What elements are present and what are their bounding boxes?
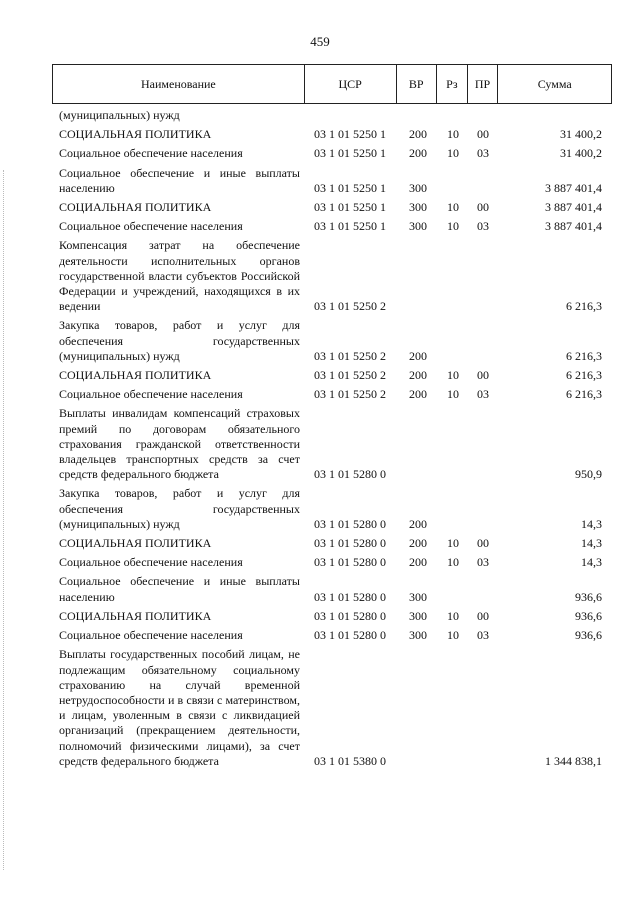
cell-name: (муниципальных) нужд: [59, 108, 180, 122]
cell-rz: 10: [447, 146, 459, 161]
cell-csr: 03 1 01 5380 0: [314, 753, 386, 768]
cell-name: Социальное обеспечение населения: [59, 387, 243, 402]
table-row: [52, 198, 612, 217]
cell-sum: 936,6: [575, 608, 602, 623]
cell-rz: 10: [447, 387, 459, 402]
cell-name: СОЦИАЛЬНАЯ ПОЛИТИКА: [59, 536, 212, 551]
table-row: [52, 626, 612, 645]
table-row: [52, 607, 612, 626]
cell-pr: 03: [477, 387, 489, 402]
cell-sum: 3 887 401,4: [545, 200, 602, 215]
cell-csr: 03 1 01 5280 0: [314, 516, 386, 531]
table-row: [52, 553, 612, 572]
cell-vr: 200: [409, 348, 427, 363]
cell-name: Закупка товаров, работ и услуг для обеспечения государственных (муниципальных) нужд: [59, 318, 300, 363]
table-row: [52, 572, 612, 606]
table-body: [52, 106, 612, 771]
table-row: [52, 106, 612, 125]
cell-csr: 03 1 01 5250 2: [314, 299, 386, 314]
cell-csr: 03 1 01 5280 0: [314, 628, 386, 643]
cell-vr: 200: [409, 368, 427, 383]
cell-csr: 03 1 01 5250 1: [314, 127, 386, 142]
cell-vr: 200: [409, 127, 427, 142]
margin-dotted-line: [3, 170, 6, 870]
cell-name: Закупка товаров, работ и услуг для обеспечения государственных (муниципальных) нужд: [59, 486, 300, 531]
cell-pr: 00: [477, 368, 489, 383]
cell-csr: 03 1 01 5280 0: [314, 589, 386, 604]
cell-pr: 03: [477, 555, 489, 570]
cell-csr: 03 1 01 5280 0: [314, 536, 386, 551]
header-name: Наименование: [53, 65, 305, 104]
cell-name: СОЦИАЛЬНАЯ ПОЛИТИКА: [59, 368, 212, 383]
table-row: [52, 366, 612, 385]
table-row: [52, 164, 612, 198]
cell-sum: 950,9: [575, 467, 602, 482]
header-vr: ВР: [396, 65, 437, 104]
cell-rz: 10: [447, 200, 459, 215]
cell-rz: 10: [447, 127, 459, 142]
cell-name: Социальное обеспечение населения: [59, 628, 243, 643]
cell-sum: 936,6: [575, 589, 602, 604]
cell-pr: 00: [477, 536, 489, 551]
page-number: 459: [310, 34, 330, 49]
table-row: [52, 217, 612, 236]
cell-vr: 300: [409, 589, 427, 604]
cell-vr: 300: [409, 200, 427, 215]
cell-sum: 14,3: [581, 536, 602, 551]
table-row: [52, 316, 612, 366]
cell-vr: 200: [409, 536, 427, 551]
cell-sum: 936,6: [575, 628, 602, 643]
cell-name: СОЦИАЛЬНАЯ ПОЛИТИКА: [59, 127, 212, 142]
cell-vr: 200: [409, 516, 427, 531]
cell-csr: 03 1 01 5250 1: [314, 200, 386, 215]
cell-pr: 03: [477, 146, 489, 161]
cell-csr: 03 1 01 5280 0: [314, 555, 386, 570]
cell-vr: 200: [409, 146, 427, 161]
cell-name: Социальное обеспечение населения: [59, 555, 243, 570]
cell-rz: 10: [447, 219, 459, 234]
header-rz: Рз: [437, 65, 468, 104]
cell-sum: 1 344 838,1: [545, 753, 602, 768]
table-header: [52, 64, 612, 104]
cell-csr: 03 1 01 5250 1: [314, 219, 386, 234]
table-row: [52, 385, 612, 404]
cell-rz: 10: [447, 608, 459, 623]
table-row: [52, 484, 612, 534]
header-sum: Сумма: [498, 65, 612, 104]
cell-rz: 10: [447, 536, 459, 551]
cell-sum: 31 400,2: [560, 146, 602, 161]
table-row: [52, 645, 612, 771]
cell-csr: 03 1 01 5250 2: [314, 368, 386, 383]
cell-pr: 03: [477, 628, 489, 643]
cell-pr: 00: [477, 200, 489, 215]
cell-name: Социальное обеспечение населения: [59, 146, 243, 161]
cell-vr: 300: [409, 219, 427, 234]
cell-csr: 03 1 01 5280 0: [314, 608, 386, 623]
cell-csr: 03 1 01 5250 1: [314, 180, 386, 195]
cell-pr: 03: [477, 219, 489, 234]
cell-rz: 10: [447, 368, 459, 383]
cell-sum: 3 887 401,4: [545, 180, 602, 195]
cell-sum: 6 216,3: [566, 299, 602, 314]
table-row: [52, 236, 612, 316]
cell-csr: 03 1 01 5280 0: [314, 467, 386, 482]
cell-sum: 6 216,3: [566, 387, 602, 402]
cell-vr: 200: [409, 555, 427, 570]
cell-name: Выплаты государственных пособий лицам, не подлежащим обязательному социальному страхованию на случай временной нетрудоспособности и в связи с материнством, и лицам, уволенным в связи с ликвидацией организаций (прекращением деятельности, полномочий физическими лицами), за счет средств федерального бюджета: [59, 647, 300, 768]
cell-sum: 6 216,3: [566, 368, 602, 383]
cell-name: Социальное обеспечение и иные выплаты населению: [59, 574, 300, 604]
header-pr: ПР: [467, 65, 498, 104]
cell-sum: 14,3: [581, 516, 602, 531]
table-row: [52, 534, 612, 553]
cell-vr: 300: [409, 180, 427, 195]
cell-sum: 14,3: [581, 555, 602, 570]
cell-sum: 6 216,3: [566, 348, 602, 363]
cell-name: Социальное обеспечение населения: [59, 219, 243, 234]
cell-pr: 00: [477, 608, 489, 623]
cell-name: Выплаты инвалидам компенсаций страховых премий по договорам обязательного страхования гражданской ответственности владельцев транспортных средств за счет средств федерального бюджета: [59, 406, 300, 482]
cell-rz: 10: [447, 555, 459, 570]
cell-sum: 31 400,2: [560, 127, 602, 142]
cell-vr: 300: [409, 628, 427, 643]
table-row: [52, 404, 612, 484]
cell-csr: 03 1 01 5250 1: [314, 146, 386, 161]
cell-pr: 00: [477, 127, 489, 142]
cell-name: Социальное обеспечение и иные выплаты населению: [59, 165, 300, 195]
cell-rz: 10: [447, 628, 459, 643]
cell-name: Компенсация затрат на обеспечение деятельности исполнительных органов государственной власти субъектов Российской Федерации и учреждений, находящихся в их ведении: [59, 238, 300, 314]
cell-vr: 300: [409, 608, 427, 623]
table-row: [52, 144, 612, 163]
table-row: [52, 125, 612, 144]
cell-vr: 200: [409, 387, 427, 402]
cell-csr: 03 1 01 5250 2: [314, 387, 386, 402]
cell-sum: 3 887 401,4: [545, 219, 602, 234]
header-csr: ЦСР: [304, 65, 396, 104]
cell-name: СОЦИАЛЬНАЯ ПОЛИТИКА: [59, 608, 212, 623]
cell-csr: 03 1 01 5250 2: [314, 348, 386, 363]
cell-name: СОЦИАЛЬНАЯ ПОЛИТИКА: [59, 200, 212, 215]
